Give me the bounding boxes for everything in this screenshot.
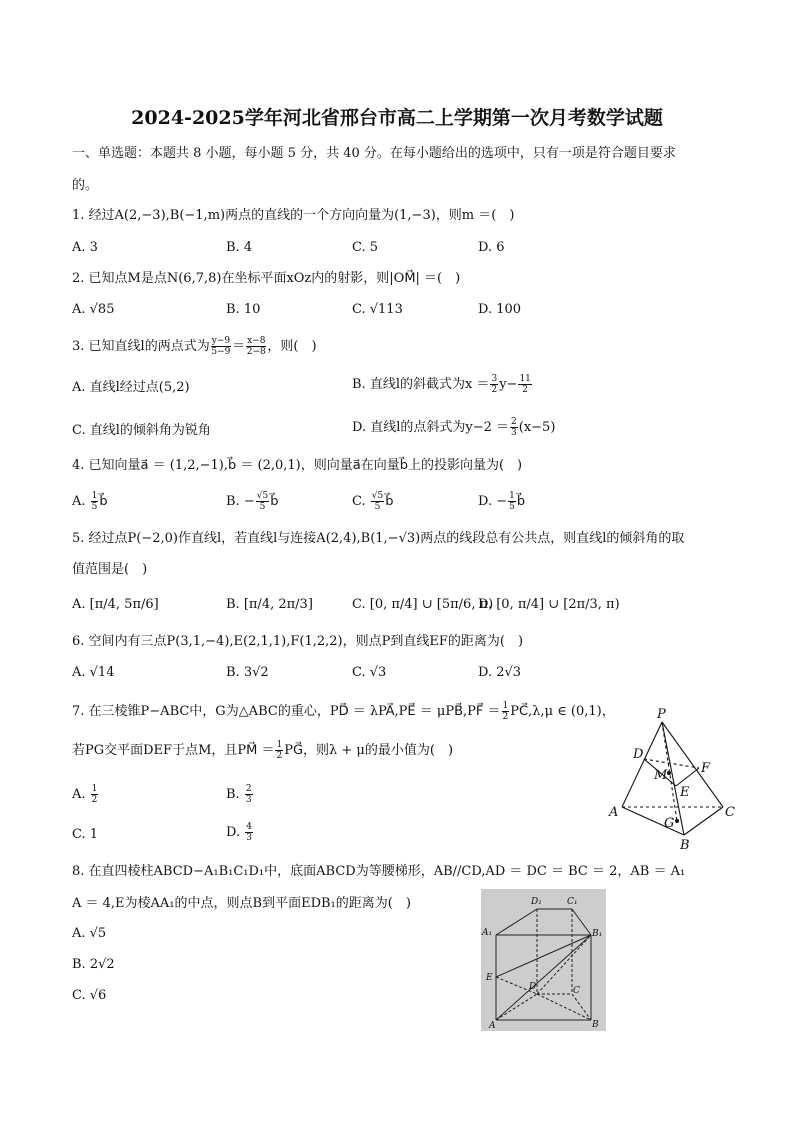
label-p: P — [657, 707, 666, 722]
q4-b-frac — [256, 491, 269, 512]
q7-s1-frac — [502, 701, 510, 722]
q3-stem-text: 3. 已知直线l的两点式为 — [72, 339, 210, 354]
q7-option-a — [72, 782, 99, 808]
point-g — [675, 819, 679, 823]
q4-c-vec: b⃗ — [385, 494, 394, 509]
q3-d-frac-num: 2 — [511, 417, 517, 427]
q5-stem-line1: 5. 经过点P(−2,0)作直线l，若直线l与连接A(2,4),B(1,−√3)两点的线段总有公共点，则直线l的倾斜角的取 — [72, 531, 685, 546]
q7-b-den: 3 — [245, 795, 252, 805]
label-b: B — [592, 1020, 599, 1030]
label-c: C — [573, 986, 580, 996]
edge-ef — [676, 768, 699, 786]
q7-b-frac — [245, 784, 253, 805]
q7-s2-text: 若PG交平面DEF于点M，且PM⃗ ＝ — [72, 743, 275, 758]
q4-a-num: 1 — [91, 491, 98, 501]
label-c1: C₁ — [567, 897, 578, 907]
section-header-line1: 一、单选题：本题共 8 小题，每小题 5 分，共 40 分。在每小题给出的选项中，只有一项是符合题目要求 — [72, 146, 676, 161]
edge-pa — [622, 722, 662, 807]
q6-option-c: C. √3 — [352, 665, 387, 680]
q3-fraction-2 — [246, 336, 266, 357]
q7-d-num: 4 — [246, 822, 252, 832]
q4-option-a — [72, 489, 108, 515]
q4-a-frac — [91, 491, 99, 512]
page-title: 2024-2025学年河北省邢台市高二上学期第一次月考数学试题 — [131, 107, 663, 129]
q7-s2-num: 1 — [276, 740, 283, 750]
label-g: G — [664, 816, 675, 831]
q4-stem: 4. 已知向量a⃗ ＝ (1,2,−1),b⃗ ＝ (2,0,1)，则向量a⃗在向量b⃗上的投影向量为( ) — [72, 458, 523, 473]
q3-frac2-num: x−8 — [247, 336, 266, 346]
q3-d-frac — [510, 417, 518, 438]
q8-stem-line2: A ＝ 4,E为棱AA₁的中点，则点B到平面EDB₁的距离为( ) — [72, 896, 411, 911]
q7-a-label: A. — [72, 787, 86, 802]
q3-frac1-num: y−9 — [211, 336, 231, 346]
q3-d-tail: (x−5) — [518, 420, 556, 435]
label-e: E — [680, 785, 690, 800]
q4-c-den: 5 — [374, 502, 381, 512]
q7-d-label: D. — [226, 825, 241, 840]
label-f: F — [701, 761, 711, 776]
q5-option-d: D. [0, π/4] ∪ [2π/3, π) — [478, 597, 620, 612]
q3-frac2-den: 2−8 — [246, 347, 266, 357]
label-d: D — [529, 982, 537, 992]
q4-d-frac — [508, 491, 516, 512]
point-m — [667, 771, 671, 775]
q6-stem: 6. 空间内有三点P(3,1,−4),E(2,1,1),F(1,2,2)，则点P到直线EF的距离为( ) — [72, 634, 524, 649]
q8-stem-line1: 8. 在直四棱柱ABCD−A₁B₁C₁D₁中，底面ABCD为等腰梯形，AB//CD,AD ＝ DC ＝ BC ＝ 2，AB ＝ A₁ — [72, 864, 686, 879]
q7-s2-den: 2 — [276, 751, 283, 761]
label-d1: D₁ — [531, 897, 542, 907]
q2-option-a: A. √85 — [72, 302, 115, 317]
q3-stem-tail: ，则( ) — [267, 339, 317, 354]
q6-option-b: B. 3√2 — [226, 665, 269, 680]
q4-b-vec: b⃗ — [270, 494, 279, 509]
q3-equals: ＝ — [232, 339, 246, 354]
q3-d-frac-den: 3 — [511, 428, 517, 438]
q4-option-d — [478, 489, 525, 515]
q4-option-b — [226, 489, 278, 515]
q3-b-frac2 — [518, 374, 531, 395]
q7-b-label: B. — [226, 787, 240, 802]
q3-b-frac2-den: 2 — [522, 385, 529, 395]
q3-fraction-1 — [211, 336, 231, 357]
q1-option-c: C. 5 — [352, 240, 379, 255]
q3-option-d — [352, 415, 555, 441]
photo-background — [481, 889, 606, 1031]
q7-d-frac — [245, 822, 253, 843]
q4-a-den: 5 — [91, 502, 98, 512]
q8-option-c: C. √6 — [72, 988, 107, 1003]
q7-option-b — [226, 782, 254, 808]
q8-option-b: B. 2√2 — [72, 957, 115, 972]
q4-d-den: 5 — [509, 502, 515, 512]
label-a1: A₁ — [482, 928, 493, 938]
q7-a-den: 2 — [91, 795, 98, 805]
label-b: B — [680, 838, 690, 852]
q7-s1-text: 7. 在三棱锥P−ABC中，G为△ABC的重心，PD⃗ ＝ λPA⃗,PE⃗ ＝ μPB⃗,PF⃗ ＝ — [72, 704, 501, 719]
q4-c-label: C. — [352, 494, 366, 509]
q6-option-d: D. 2√3 — [478, 665, 522, 680]
q4-b-label: B. − — [226, 494, 255, 509]
q7-s1-num: 1 — [502, 701, 509, 711]
q7-stem-line1 — [72, 699, 615, 725]
label-b1: B₁ — [592, 929, 603, 939]
q7-b-num: 2 — [245, 784, 252, 794]
q3-stem — [72, 334, 317, 360]
q3-b-mid: y− — [499, 377, 518, 392]
label-d: D — [633, 747, 644, 762]
q8-prism-figure — [481, 889, 606, 1031]
q7-d-den: 3 — [246, 833, 252, 843]
q7-option-c: C. 1 — [72, 827, 99, 842]
q2-option-d: D. 100 — [478, 302, 522, 317]
q1-option-d: D. 6 — [478, 240, 505, 255]
q8-option-a: A. √5 — [72, 926, 107, 941]
label-a: A — [489, 1021, 496, 1031]
q4-a-label: A. — [72, 494, 86, 509]
q4-a-vec: b⃗ — [99, 494, 108, 509]
section-header-line2: 的。 — [72, 178, 99, 193]
q7-a-num: 1 — [91, 784, 98, 794]
q3-option-a: A. 直线l经过点(5,2) — [72, 380, 190, 395]
edge-ab — [622, 807, 684, 835]
q3-b-frac1-den: 2 — [491, 385, 498, 395]
label-m: M — [654, 768, 668, 783]
q3-frac1-den: 5−9 — [211, 347, 231, 357]
q1-option-a: A. 3 — [72, 240, 98, 255]
q5-stem-line2: 值范围是( ) — [72, 562, 148, 577]
q7-a-frac — [91, 784, 99, 805]
q3-b-text: B. 直线l的斜截式为x ＝ — [352, 377, 490, 392]
q2-option-c: C. √113 — [352, 302, 403, 317]
q4-d-num: 1 — [509, 491, 515, 501]
q2-option-b: B. 10 — [226, 302, 261, 317]
q4-b-den: 5 — [259, 502, 266, 512]
q4-d-label: D. − — [478, 494, 508, 509]
q4-b-num: √5 — [256, 491, 269, 501]
q5-option-a: A. [π/4, 5π/6] — [72, 597, 159, 612]
q4-c-num: √5 — [371, 491, 384, 501]
q7-s1-den: 2 — [502, 712, 509, 722]
label-a: A — [609, 805, 619, 820]
q7-s1-tail: PC⃗,λ,μ ∈ (0,1)， — [510, 704, 615, 719]
label-e: E — [486, 973, 493, 983]
q1-stem: 1. 经过A(2,−3),B(−1,m)两点的直线的一个方向向量为(1,−3)，则m ＝( ) — [72, 208, 515, 223]
q6-option-a: A. √14 — [72, 665, 115, 680]
q7-option-d — [226, 820, 254, 846]
q7-s2-tail: PG⃗，则λ + μ的最小值为( ) — [284, 743, 454, 758]
q3-b-frac1-num: 3 — [491, 374, 498, 384]
edge-bc — [684, 807, 723, 835]
q7-s2-frac — [275, 740, 283, 761]
q5-option-c: C. [0, π/4] ∪ [5π/6, π) — [352, 597, 494, 612]
label-c: C — [725, 805, 735, 820]
q3-b-frac1 — [490, 374, 498, 395]
q3-option-b — [352, 372, 533, 398]
q7-tetrahedron-figure — [604, 704, 740, 852]
q4-d-vec: b⃗ — [516, 494, 526, 509]
q3-d-text: D. 直线l的点斜式为y−2 ＝ — [352, 420, 510, 435]
q4-c-frac — [371, 491, 384, 512]
q7-stem-line2 — [72, 738, 453, 764]
edge-pc — [662, 722, 723, 807]
q3-b-frac2-num: 11 — [519, 374, 531, 384]
q4-option-c — [352, 489, 394, 515]
q5-option-b: B. [π/4, 2π/3] — [226, 597, 313, 612]
q1-option-b: B. 4 — [226, 240, 253, 255]
q2-stem: 2. 已知点M是点N(6,7,8)在坐标平面xOz内的射影，则|OM⃗| ＝( ) — [72, 271, 461, 286]
q3-option-c: C. 直线l的倾斜角为锐角 — [72, 423, 211, 438]
